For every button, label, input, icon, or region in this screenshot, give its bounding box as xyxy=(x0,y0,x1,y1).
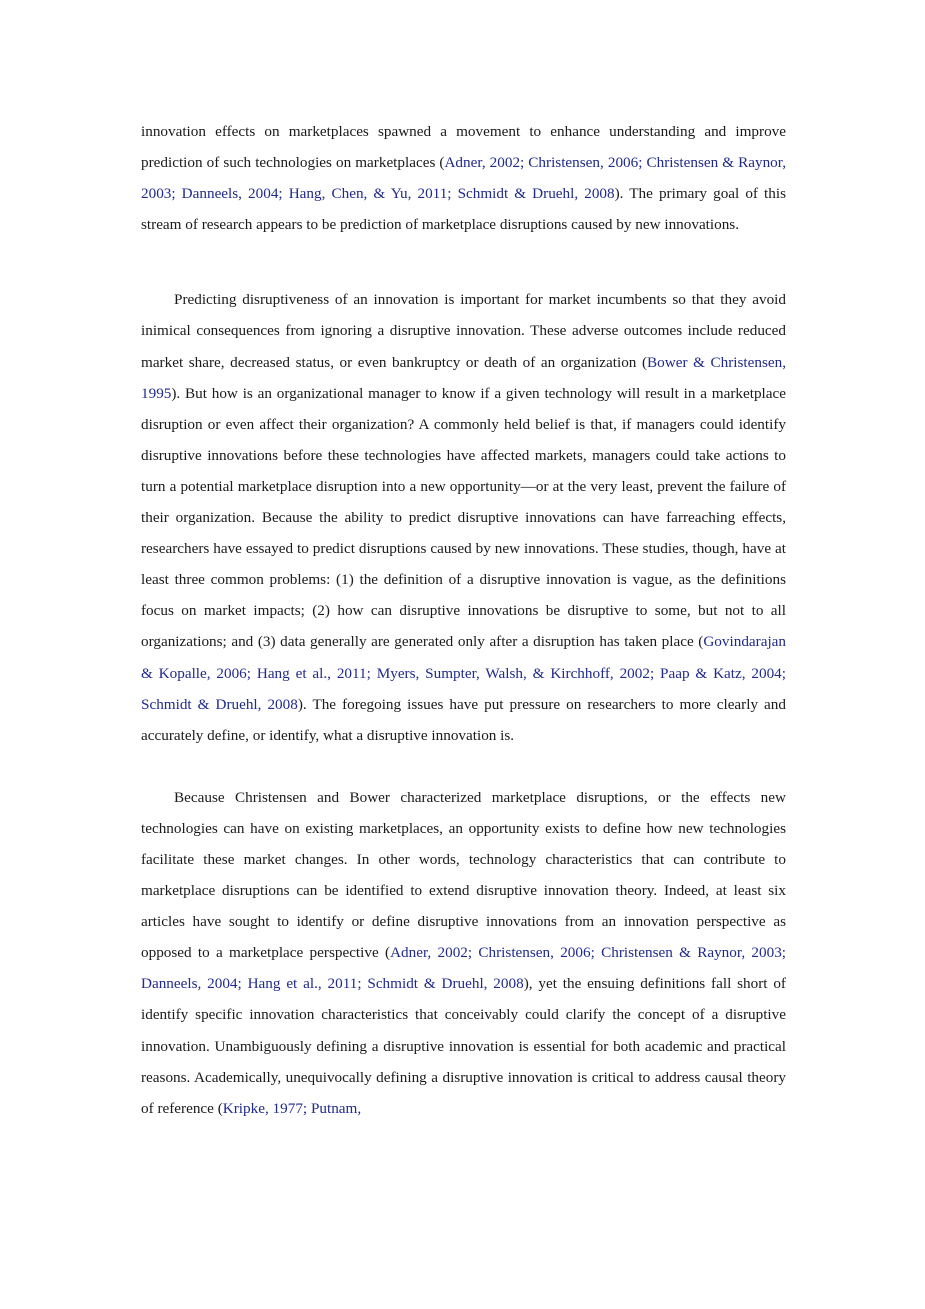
document-page xyxy=(141,116,786,1124)
citation-link-5[interactable]: Kripke, 1977; Putnam, xyxy=(222,1099,362,1117)
citation-link-2[interactable]: Bower & Christensen, 1995 xyxy=(141,353,786,402)
paragraph-1 xyxy=(141,116,786,240)
paragraph-3-text-2: ), yet the ensuing definitions fall short of identify specific innovation characteristics that conceivably could clarify the concept of a disruptive innovation. Unambiguously defining a disruptive innovation is essential for both academic and practical reasons. Academically, unequivocally defining a disruptive innovation is critical to address causal theory of reference ( xyxy=(141,975,786,1117)
citation-link-3[interactable]: Govindarajan & Kopalle, 2006; Hang et al., 2011; Myers, Sumpter, Walsh, & Kirchhoff, 2002; Paap & Katz, 2004; Schmidt & Druehl, 2008 xyxy=(141,633,786,713)
paragraph-2-text-2: ). But how is an organizational manager to know if a given technology will result in a marketplace disruption or even affect their organization? A commonly held belief is that, if managers could identify disruptive innovations before these technologies have affected markets, managers could take actions to turn a potential marketplace disruption into a new opportunity—or at the very least, prevent the failure of their organization. Because the ability to predict disruptive innovations can have farreaching effects, researchers have essayed to predict disruptions caused by new innovations. These studies, though, have at least three common problems: (1) the definition of a disruptive innovation is vague, as the definitions focus on market impacts; (2) how can disruptive innovations be disruptive to some, but not to all organizations; and (3) data generally are generated only after a disruption has taken place ( xyxy=(141,384,786,651)
paragraph-1-text-1: innovation effects on marketplaces spawned a movement to enhance understanding and improve prediction of such technologies on marketplaces ( xyxy=(141,123,786,172)
paragraph-3-text-1: Because Christensen and Bower characterized marketplace disruptions, or the effects new technologies can have on existing marketplaces, an opportunity exists to define how new technologies facilitate these market changes. In other words, technology characteristics that can contribute to marketplace disruptions can be identified to extend disruptive innovation theory. Indeed, at least six articles have sought to identify or define disruptive innovations from an innovation perspective as opposed to a marketplace perspective ( xyxy=(141,788,786,962)
paragraph-1-text-2: ). The primary goal of this stream of research appears to be prediction of marketplace disruptions caused by new innovations. xyxy=(141,185,786,234)
citation-link-4[interactable]: Adner, 2002; Christensen, 2006; Christensen & Raynor, 2003; Danneels, 2004; Hang et al., 2011; Schmidt & Druehl, 2008 xyxy=(141,944,787,993)
paragraph-2-text-1: Predicting disruptiveness of an innovation is important for market incumbents so that they avoid inimical consequences from ignoring a disruptive innovation. These adverse outcomes include reduced market share, decreased status, or even bankruptcy or death of an organization ( xyxy=(141,291,786,371)
citation-link-1[interactable]: Adner, 2002; Christensen, 2006; Christensen & Raynor, 2003; Danneels, 2004; Hang, Chen, & Yu, 2011; Schmidt & Druehl, 2008 xyxy=(141,154,787,203)
paragraph-3 xyxy=(141,782,786,1124)
paragraph-2 xyxy=(141,284,786,750)
paragraph-2-text-3: ). The foregoing issues have put pressure on researchers to more clearly and accurately define, or identify, what a disruptive innovation is. xyxy=(141,695,786,744)
